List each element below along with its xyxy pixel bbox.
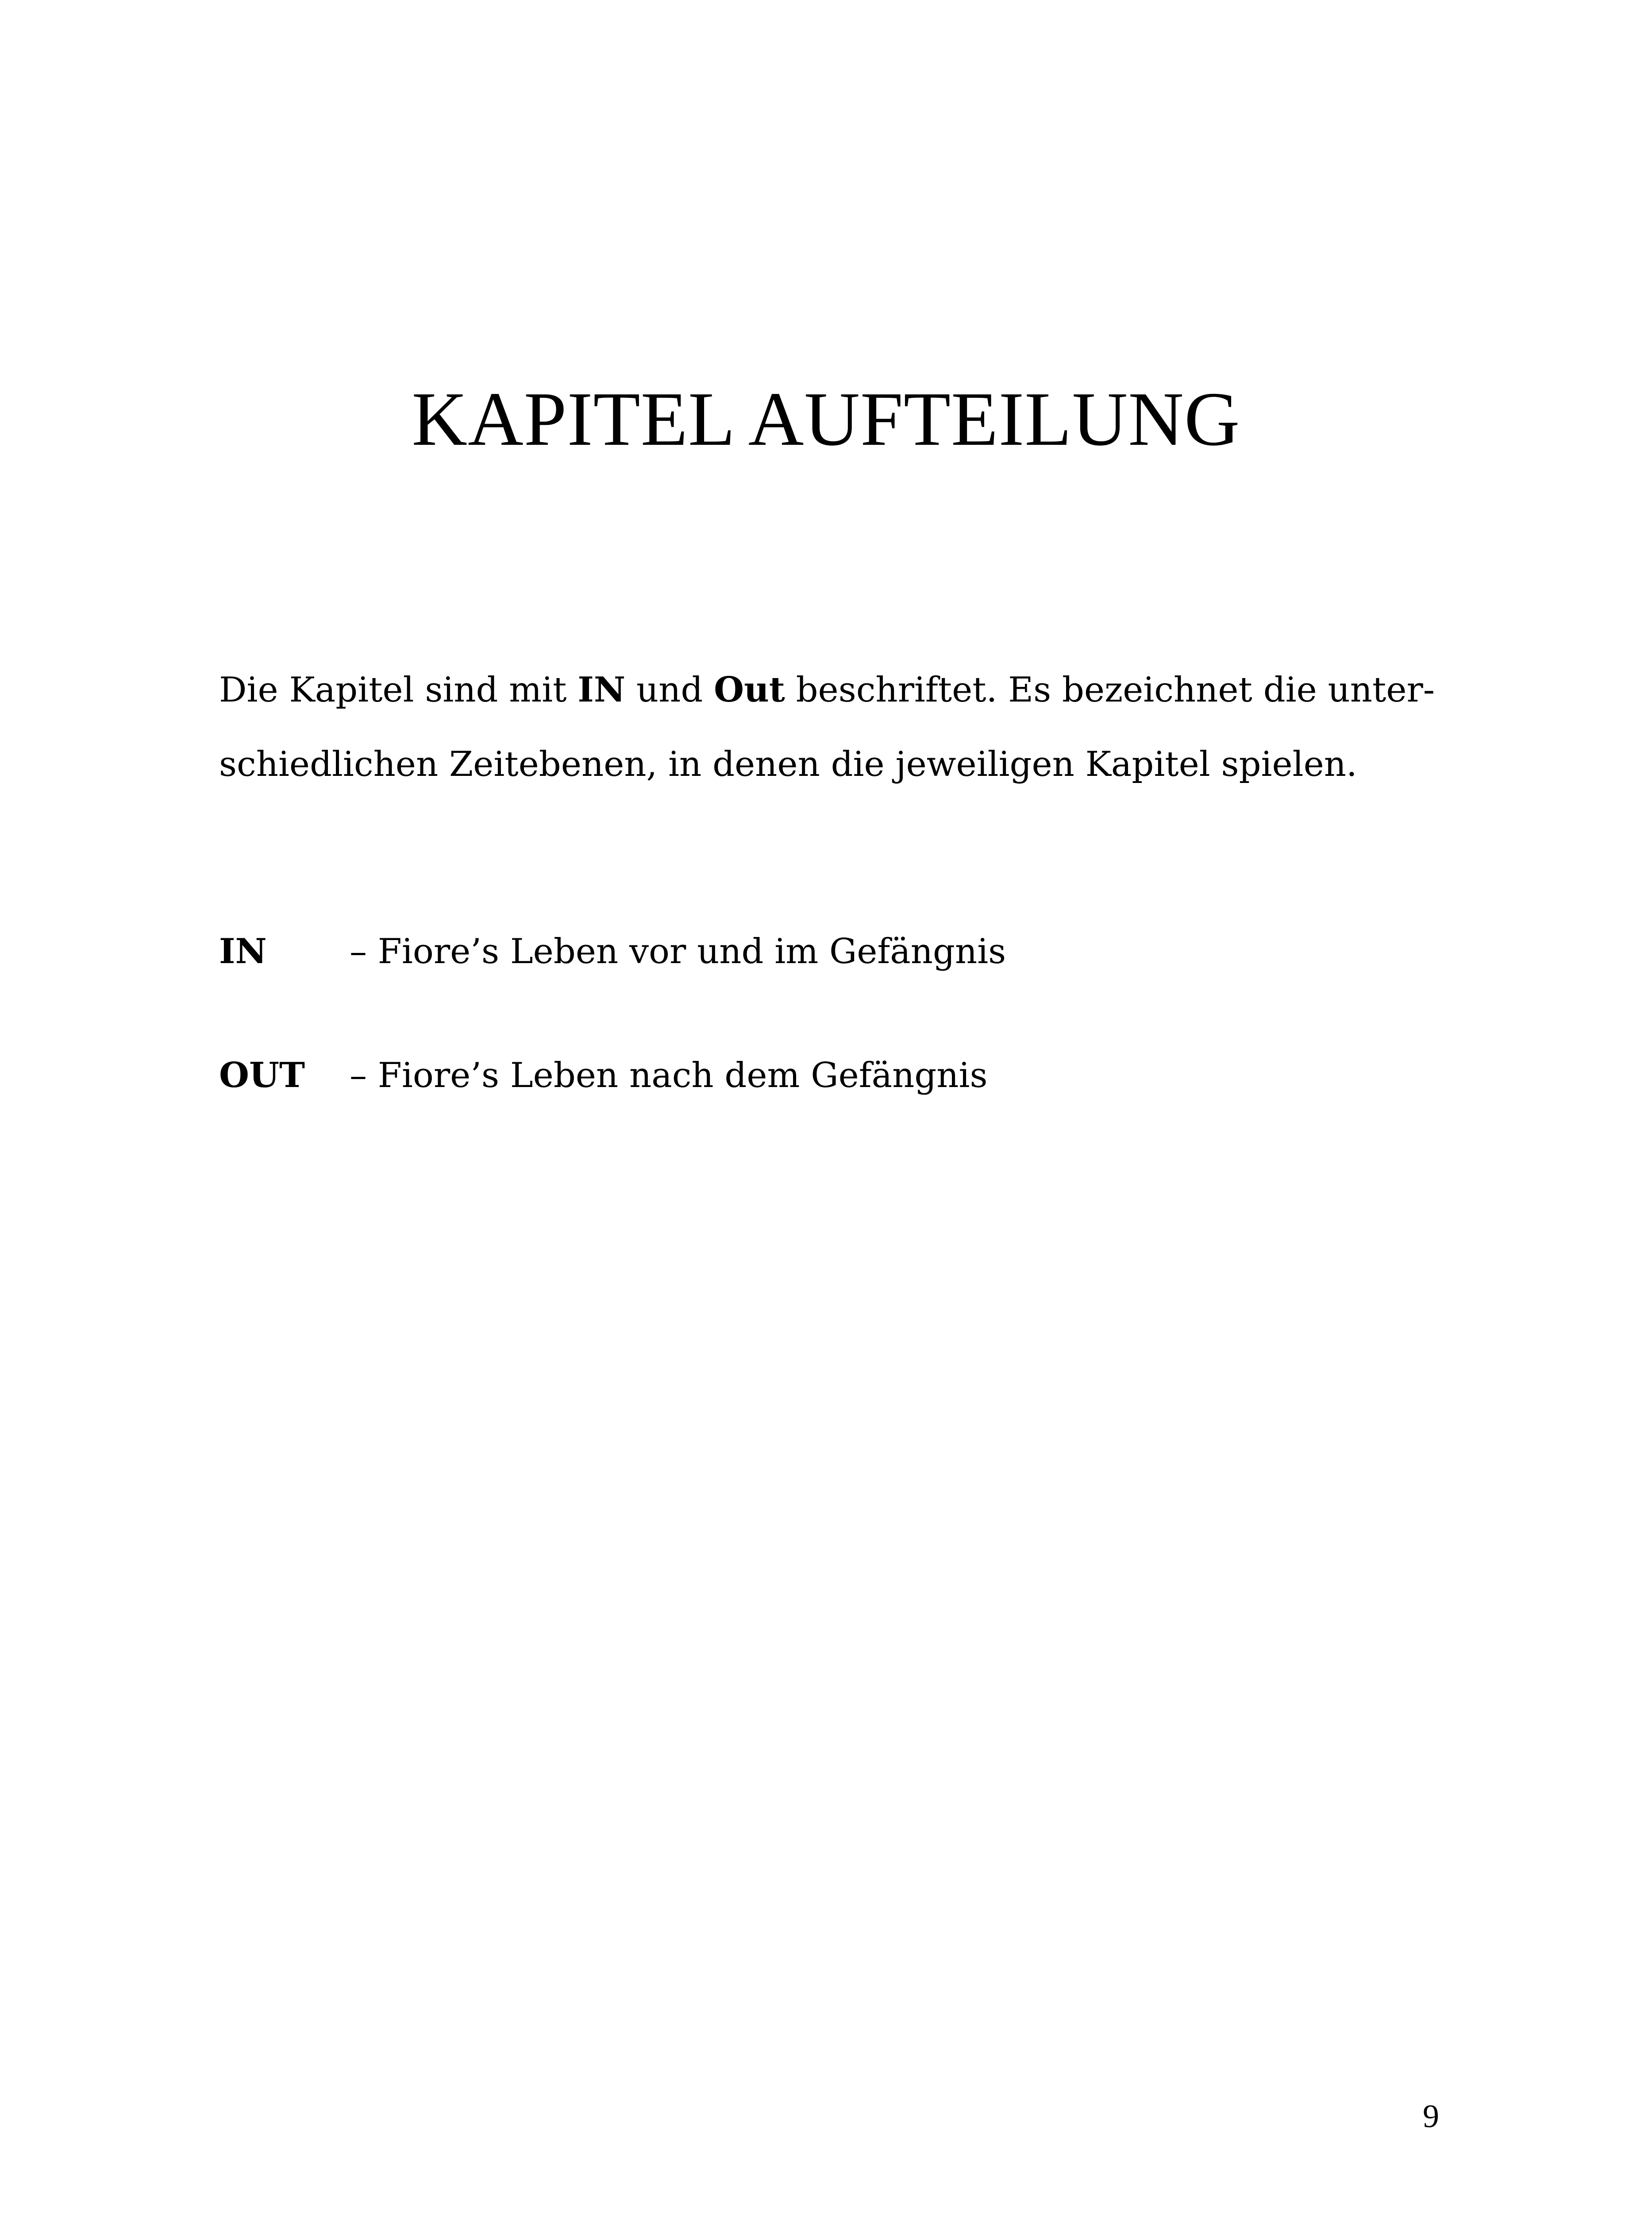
- intro-text-2: und: [625, 670, 714, 710]
- intro-line-1: [219, 653, 1440, 727]
- intro-text-3: beschriftet. Es bezeichnet die unter-: [785, 670, 1435, 710]
- intro-line-2: schiedlichen Zeitebenen, in denen die jeweiligen Kapitel spielen.: [219, 744, 1357, 784]
- chapter-title: KAPITEL AUFTEILUNG: [412, 376, 1240, 462]
- legend-desc-out: – Fiore’s Leben nach dem Gefängnis: [350, 1056, 988, 1095]
- intro-bold-out: Out: [714, 670, 785, 710]
- intro-text-1: Die Kapitel sind mit: [219, 670, 578, 710]
- legend-key-in: IN: [219, 931, 267, 972]
- intro-paragraph: [219, 653, 1440, 802]
- page-number: 9: [1423, 2098, 1439, 2135]
- intro-bold-in: IN: [578, 670, 626, 710]
- legend-desc-in: – Fiore’s Leben vor und im Gefängnis: [350, 932, 1006, 972]
- legend-key-out: OUT: [219, 1055, 305, 1095]
